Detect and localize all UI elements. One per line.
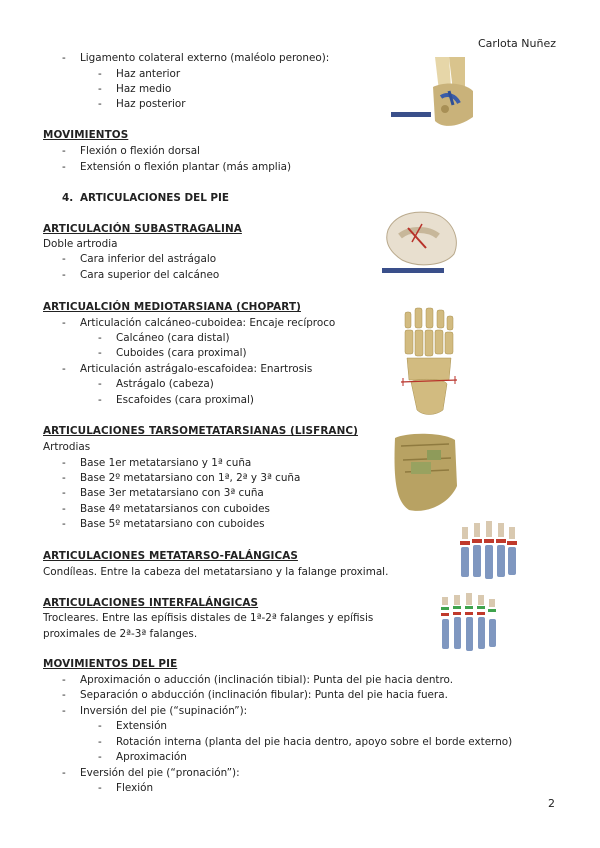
bullet-dash: - bbox=[98, 378, 102, 390]
bullet-dash: - bbox=[98, 782, 102, 794]
metatarsophalangeal-figure bbox=[454, 519, 520, 583]
list-item: Cara superior del calcáneo bbox=[80, 269, 220, 281]
bullet-dash: - bbox=[62, 161, 66, 173]
list-item: Extensión o flexión plantar (más amplia) bbox=[80, 161, 291, 173]
bullet-dash: - bbox=[98, 736, 102, 748]
bullet-dash: - bbox=[98, 751, 102, 763]
list-item: Base 2º metatarsiano con 1ª, 2ª y 3ª cuña bbox=[80, 472, 301, 484]
list-item: Base 4º metatarsianos con cuboides bbox=[80, 503, 270, 515]
list-item: Articulación calcáneo-cuboidea: Encaje recíproco bbox=[80, 317, 336, 329]
bullet-dash: - bbox=[98, 394, 102, 406]
bullet-dash: - bbox=[62, 689, 66, 701]
bullet-dash: - bbox=[62, 253, 66, 265]
bullet-dash: - bbox=[62, 487, 66, 499]
section-heading: MOVIMIENTOS bbox=[43, 129, 129, 141]
bullet-dash: - bbox=[98, 98, 102, 110]
paragraph: Doble artrodia bbox=[43, 238, 118, 250]
paragraph: Condíleas. Entre la cabeza del metatarsiano y la falange proximal. bbox=[43, 566, 389, 578]
list-item: Separación o abducción (inclinación fibular): Punta del pie hacia fuera. bbox=[80, 689, 448, 701]
author-name: Carlota Nuñez bbox=[478, 37, 556, 50]
bullet-dash: - bbox=[62, 457, 66, 469]
bullet-dash: - bbox=[62, 269, 66, 281]
list-item: Eversión del pie (“pronación”): bbox=[80, 767, 240, 779]
section-heading: ARTICULACIONES METATARSO-FALÁNGICAS bbox=[43, 550, 298, 562]
list-item: Haz anterior bbox=[116, 68, 181, 80]
bullet-dash: - bbox=[62, 317, 66, 329]
subtalar-joint-figure bbox=[382, 206, 464, 276]
bullet-dash: - bbox=[62, 674, 66, 686]
list-item: Articulación astrágalo-escafoidea: Enartrosis bbox=[80, 363, 313, 375]
list-item: Base 1er metatarsiano y 1ª cuña bbox=[80, 457, 252, 469]
list-item: Cuboides (cara proximal) bbox=[116, 347, 247, 359]
bullet-dash: - bbox=[62, 503, 66, 515]
list-item: Haz posterior bbox=[116, 98, 186, 110]
bullet-dash: - bbox=[62, 145, 66, 157]
paragraph: Artrodias bbox=[43, 441, 91, 453]
page-number: 2 bbox=[548, 797, 555, 810]
list-item: Ligamento colateral externo (maléolo peroneo): bbox=[80, 52, 330, 64]
list-item: Inversión del pie (“supinación”): bbox=[80, 705, 248, 717]
list-item: Aproximación o aducción (inclinación tibial): Punta del pie hacia dentro. bbox=[80, 674, 454, 686]
interphalangeal-figure bbox=[436, 591, 500, 653]
list-item: Astrágalo (cabeza) bbox=[116, 378, 214, 390]
section-heading: MOVIMIENTOS DEL PIE bbox=[43, 658, 178, 670]
list-item: Base 3er metatarsiano con 3ª cuña bbox=[80, 487, 264, 499]
bullet-dash: - bbox=[98, 68, 102, 80]
bullet-dash: - bbox=[98, 332, 102, 344]
ankle-ligament-figure bbox=[389, 57, 474, 130]
list-item: Haz medio bbox=[116, 83, 172, 95]
section-heading: ARTICULACIONES INTERFALÁNGICAS bbox=[43, 597, 259, 609]
list-item: Flexión bbox=[116, 782, 154, 794]
tarsometatarsal-figure bbox=[391, 432, 459, 514]
bullet-dash: - bbox=[98, 720, 102, 732]
list-item: Cara inferior del astrágalo bbox=[80, 253, 217, 265]
list-item: Rotación interna (planta del pie hacia dentro, apoyo sobre el borde externo) bbox=[116, 736, 513, 748]
bullet-dash: - bbox=[62, 363, 66, 375]
list-item: Extensión bbox=[116, 720, 168, 732]
bullet-dash: - bbox=[62, 472, 66, 484]
section-number: 4. bbox=[62, 192, 74, 204]
bullet-dash: - bbox=[98, 83, 102, 95]
section-heading: ARTICULACIÓN SUBASTRAGALINA bbox=[43, 223, 242, 235]
paragraph: proximales de 2ª-3ª falanges. bbox=[43, 628, 198, 640]
paragraph: Trocleares. Entre las epífisis distales de 1ª-2ª falanges y epífisis bbox=[43, 612, 374, 624]
bullet-dash: - bbox=[62, 52, 66, 64]
section-heading: ARTICUALCIÓN MEDIOTARSIANA (CHOPART) bbox=[43, 301, 301, 313]
list-item: Calcáneo (cara distal) bbox=[116, 332, 230, 344]
bullet-dash: - bbox=[62, 705, 66, 717]
bullet-dash: - bbox=[98, 347, 102, 359]
foot-skeleton-figure bbox=[397, 306, 461, 416]
section-title: ARTICULACIONES DEL PIE bbox=[80, 192, 230, 204]
list-item: Flexión o flexión dorsal bbox=[80, 145, 200, 157]
section-heading: ARTICULACIONES TARSOMETATARSIANAS (LISFRANC) bbox=[43, 425, 358, 437]
list-item: Aproximación bbox=[116, 751, 187, 763]
list-item: Escafoides (cara proximal) bbox=[116, 394, 254, 406]
list-item: Base 5º metatarsiano con cuboides bbox=[80, 518, 265, 530]
bullet-dash: - bbox=[62, 518, 66, 530]
bullet-dash: - bbox=[62, 767, 66, 779]
